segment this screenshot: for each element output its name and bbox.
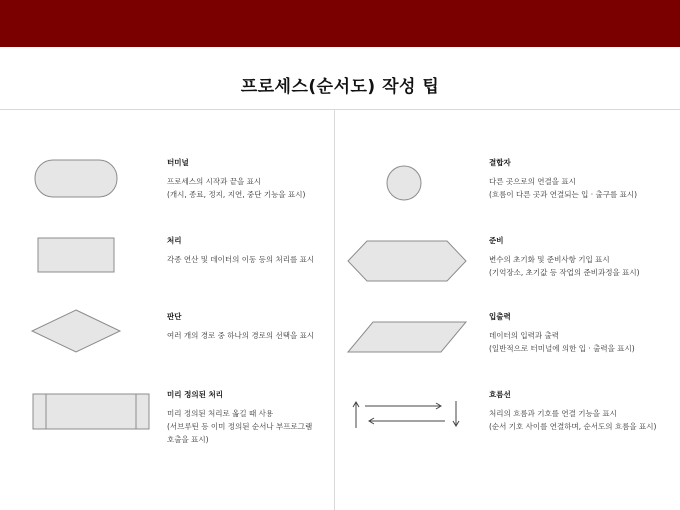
process-description <box>167 234 314 266</box>
input-output-symbol <box>346 320 468 354</box>
decision-description <box>167 310 314 342</box>
preparation-symbol <box>346 239 468 283</box>
vertical-divider <box>334 110 335 510</box>
connector-symbol <box>385 164 423 202</box>
page-title: 프로세스(순서도) 작성 팁 <box>240 77 440 97</box>
preparation-name: 준비 <box>489 236 504 245</box>
terminal-desc-2: (개시, 종료, 정지, 지연, 중단 기능을 표시) <box>167 190 306 199</box>
predefined-desc-3: 호출을 표시) <box>167 435 209 444</box>
terminal-symbol <box>34 159 118 199</box>
decision-symbol <box>30 308 122 354</box>
terminal-name: 터미널 <box>167 158 189 167</box>
connector-desc-1: 다른 곳으로의 연결을 표시 <box>489 177 576 186</box>
predefined-process-symbol <box>32 393 150 431</box>
terminal-description <box>167 156 305 201</box>
predefined-name: 미리 정의된 처리 <box>167 390 223 399</box>
predefined-description <box>167 388 312 446</box>
process-desc-1: 각종 연산 및 데이터의 이동 등의 처리를 표시 <box>167 255 315 264</box>
connector-desc-2: (흐름이 다른 곳과 연결되는 입 · 출구를 표시) <box>489 190 638 199</box>
process-name: 처리 <box>167 236 182 245</box>
flowline-symbol <box>350 398 462 430</box>
flowline-name: 흐름선 <box>489 390 511 399</box>
horizontal-divider <box>0 109 680 110</box>
preparation-desc-2: (기억장소, 초기값 등 작업의 준비과정을 표시) <box>489 268 640 277</box>
decision-name: 판단 <box>167 312 182 321</box>
process-symbol <box>37 237 115 274</box>
io-desc-2: (일반적으로 터미널에 의한 입 · 출력을 표시) <box>489 344 635 353</box>
connector-name: 결합자 <box>489 158 511 167</box>
flowline-desc-1: 처리의 흐름과 기호를 연결 기능을 표시 <box>489 409 617 418</box>
io-desc-1: 데이터의 입력과 출력 <box>489 331 559 340</box>
terminal-desc-1: 프로세스의 시작과 끝을 표시 <box>167 177 262 186</box>
preparation-description <box>489 234 640 279</box>
flowline-description <box>489 388 656 433</box>
io-name: 입출력 <box>489 312 511 321</box>
connector-description <box>489 156 637 201</box>
preparation-desc-1: 변수의 초기화 및 준비사항 기입 표시 <box>489 255 610 264</box>
predefined-desc-2: (서브루틴 등 이미 정의된 순서나 부프로그램 <box>167 422 313 431</box>
flowline-desc-2: (순서 기호 사이를 연결하며, 순서도의 흐름을 표시) <box>489 422 657 431</box>
predefined-desc-1: 미리 정의된 처리로 옮길 때 사용 <box>167 409 274 418</box>
decision-desc-1: 여러 개의 경로 중 하나의 경로의 선택을 표시 <box>167 331 315 340</box>
header-bar <box>0 0 680 47</box>
io-description <box>489 310 635 355</box>
